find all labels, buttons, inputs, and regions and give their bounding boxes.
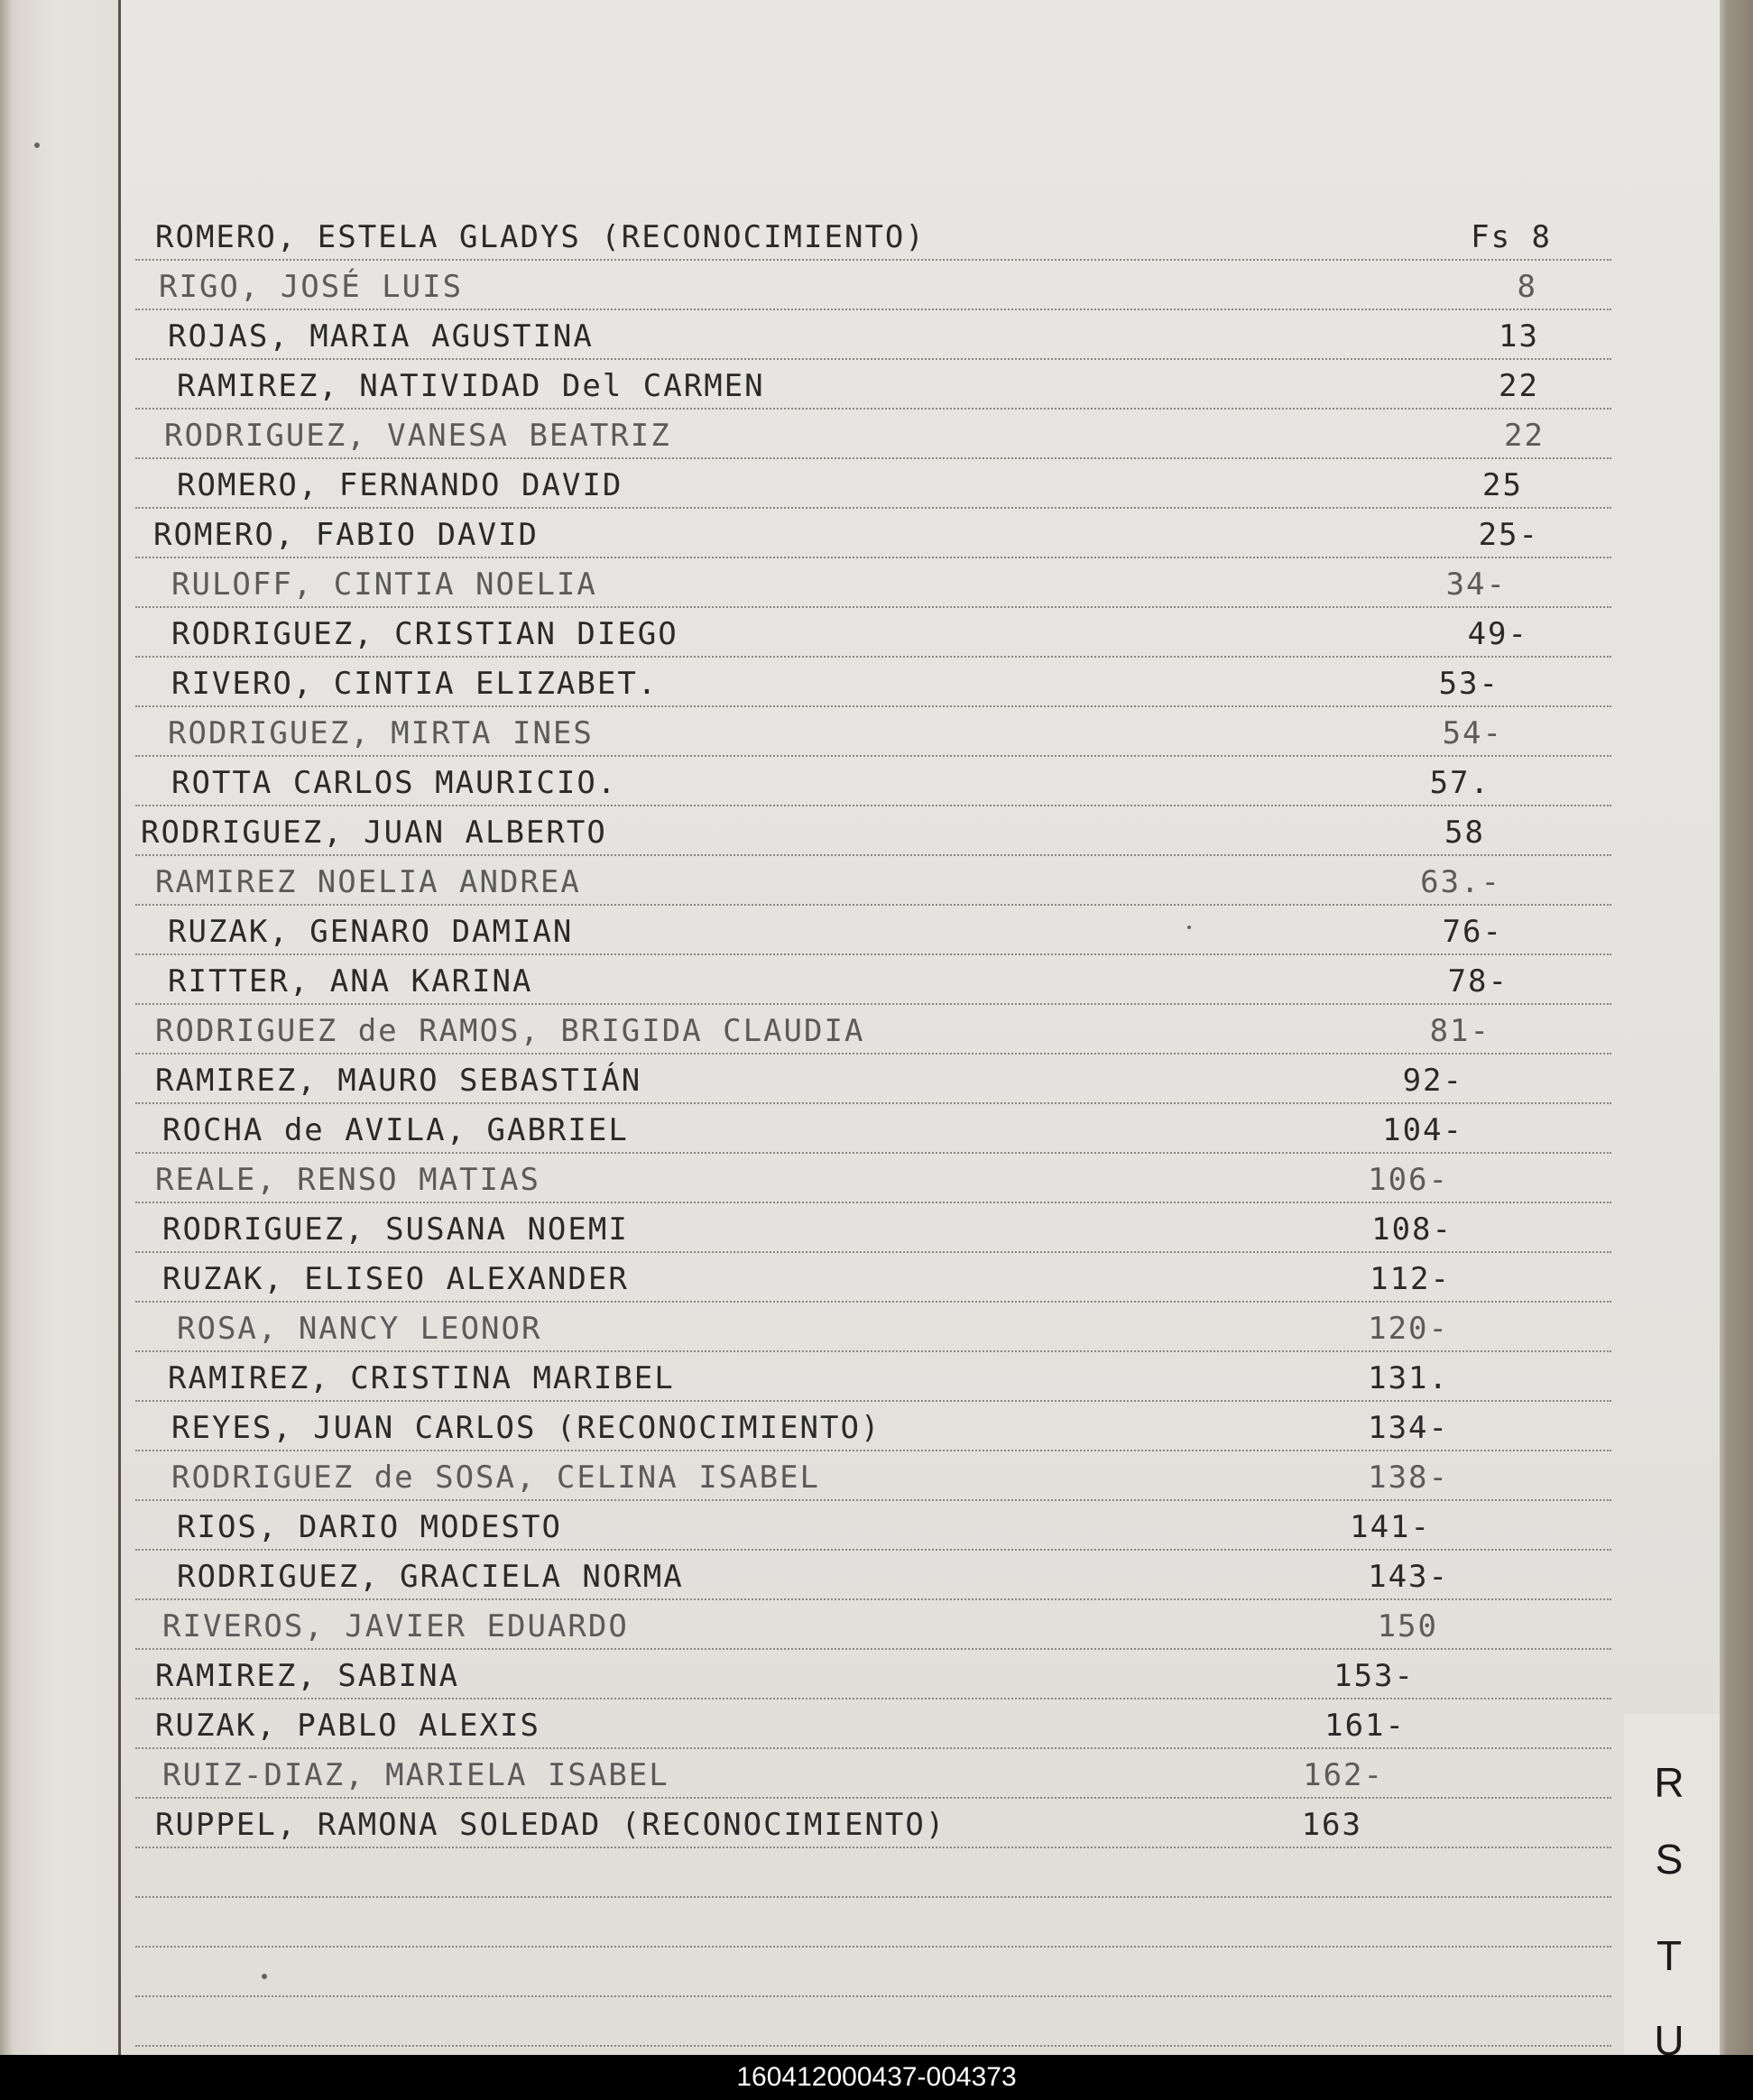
ruled-line xyxy=(135,1251,1611,1253)
ruled-line xyxy=(135,1102,1611,1104)
ruled-line xyxy=(135,904,1611,906)
entry-folio: 106- xyxy=(1368,1162,1449,1198)
entry-folio: 49- xyxy=(1467,616,1528,652)
ruled-line xyxy=(135,1946,1611,1948)
index-tab-u: U xyxy=(1654,2017,1684,2055)
ruled-line xyxy=(135,1152,1611,1154)
paper-speck xyxy=(262,1974,267,1979)
ledger-cover-edge xyxy=(1720,0,1753,2055)
entry-name: ROJAS, MARIA AGUSTINA xyxy=(168,318,594,355)
ruled-line xyxy=(135,755,1611,757)
ruled-line xyxy=(135,1400,1611,1402)
ruled-line xyxy=(135,705,1611,707)
entry-name: ROMERO, ESTELA GLADYS (RECONOCIMIENTO) xyxy=(155,219,926,255)
ruled-line xyxy=(135,1797,1611,1799)
entry-name: RAMIREZ, SABINA xyxy=(155,1658,460,1694)
entry-folio: 162- xyxy=(1303,1757,1384,1793)
paper-speck xyxy=(1187,926,1191,929)
entry-name: RITTER, ANA KARINA xyxy=(168,963,533,999)
entry-name: RUZAK, GENARO DAMIAN xyxy=(168,914,574,950)
entry-folio: 108- xyxy=(1371,1211,1453,1248)
entry-folio: 143- xyxy=(1368,1559,1449,1595)
entry-folio: 57. xyxy=(1429,765,1490,801)
entry-folio: 25- xyxy=(1478,517,1539,553)
ruled-line xyxy=(135,1648,1611,1650)
ruled-line xyxy=(135,606,1611,608)
entry-folio: 150 xyxy=(1377,1608,1438,1644)
entry-folio: 120- xyxy=(1368,1311,1449,1347)
ruled-line xyxy=(135,557,1611,558)
entry-folio: 22 xyxy=(1504,418,1545,454)
entry-name: ROMERO, FERNANDO DAVID xyxy=(177,467,623,503)
entry-name: REALE, RENSO MATIAS xyxy=(155,1162,540,1198)
entry-folio: 138- xyxy=(1368,1460,1449,1496)
ruled-line xyxy=(135,1301,1611,1303)
entry-folio: 8 xyxy=(1517,269,1537,305)
entry-name: RIVERO, CINTIA ELIZABET. xyxy=(171,666,659,702)
index-tab-s: S xyxy=(1655,1836,1684,1883)
entry-name: ROSA, NANCY LEONOR xyxy=(177,1311,542,1347)
entry-name: RAMIREZ, NATIVIDAD Del CARMEN xyxy=(177,368,765,404)
ruled-line xyxy=(135,259,1611,261)
ruled-line xyxy=(135,1698,1611,1699)
ruled-line xyxy=(135,1847,1611,1848)
ruled-line xyxy=(135,507,1611,509)
entry-folio: 54- xyxy=(1442,715,1503,751)
binding-gutter xyxy=(0,0,119,2055)
entry-name: RODRIGUEZ de SOSA, CELINA ISABEL xyxy=(171,1460,821,1496)
entry-name: REYES, JUAN CARLOS (RECONOCIMIENTO) xyxy=(171,1410,881,1446)
entry-name: RULOFF, CINTIA NOELIA xyxy=(171,566,597,603)
entry-folio: 34- xyxy=(1445,566,1507,603)
ruled-line xyxy=(135,656,1611,658)
entry-name: RUPPEL, RAMONA SOLEDAD (RECONOCIMIENTO) xyxy=(155,1807,946,1843)
ruled-line xyxy=(135,1450,1611,1451)
ruled-line xyxy=(135,457,1611,459)
ruled-line xyxy=(135,358,1611,360)
ruled-line xyxy=(135,805,1611,806)
ruled-line xyxy=(135,1003,1611,1005)
entry-name: RODRIGUEZ de RAMOS, BRIGIDA CLAUDIA xyxy=(155,1013,865,1049)
ruled-line xyxy=(135,1598,1611,1600)
entry-name: RODRIGUEZ, JUAN ALBERTO xyxy=(141,815,607,851)
entry-name: RAMIREZ NOELIA ANDREA xyxy=(155,864,581,900)
entry-folio: 141- xyxy=(1350,1509,1431,1545)
ruled-line xyxy=(135,1747,1611,1749)
entry-name: RODRIGUEZ, MIRTA INES xyxy=(168,715,594,751)
entry-folio: 153- xyxy=(1333,1658,1415,1694)
entry-name: RODRIGUEZ, CRISTIAN DIEGO xyxy=(171,616,678,652)
entry-folio: 76- xyxy=(1442,914,1503,950)
entry-name: RIOS, DARIO MODESTO xyxy=(177,1509,562,1545)
entry-folio: 63.- xyxy=(1420,864,1501,900)
entry-folio: 131. xyxy=(1368,1360,1449,1396)
entry-name: RIVEROS, JAVIER EDUARDO xyxy=(162,1608,629,1644)
entry-folio: 81- xyxy=(1429,1013,1490,1049)
ruled-line xyxy=(135,1499,1611,1501)
entry-folio: 22 xyxy=(1499,368,1539,404)
ruled-line xyxy=(135,1202,1611,1203)
entry-folio: 53- xyxy=(1438,666,1499,702)
entry-name: RODRIGUEZ, VANESA BEATRIZ xyxy=(164,418,671,454)
entry-name: ROCHA de AVILA, GABRIEL xyxy=(162,1112,629,1148)
ruled-line xyxy=(135,1896,1611,1898)
entry-folio: 78- xyxy=(1447,963,1509,999)
index-tab-r: R xyxy=(1654,1759,1684,1806)
paper-speck xyxy=(34,143,40,148)
entry-name: ROTTA CARLOS MAURICIO. xyxy=(171,765,618,801)
ruled-line xyxy=(135,953,1611,955)
entry-name: RAMIREZ, CRISTINA MARIBEL xyxy=(168,1360,675,1396)
entry-name: RAMIREZ, MAURO SEBASTIÁN xyxy=(155,1063,642,1099)
entry-folio: Fs 8 xyxy=(1471,219,1552,255)
ruled-line xyxy=(135,1995,1611,1997)
entry-folio: 58 xyxy=(1444,815,1485,851)
entry-folio: 161- xyxy=(1324,1708,1406,1744)
entry-name: RUZAK, ELISEO ALEXANDER xyxy=(162,1261,629,1297)
entry-name: RIGO, JOSÉ LUIS xyxy=(159,269,464,305)
entry-folio: 112- xyxy=(1370,1261,1451,1297)
ruled-line xyxy=(135,854,1611,856)
ruled-line xyxy=(135,1549,1611,1551)
entry-name: RUZAK, PABLO ALEXIS xyxy=(155,1708,540,1744)
entry-name: RODRIGUEZ, SUSANA NOEMI xyxy=(162,1211,629,1248)
entry-name: RODRIGUEZ, GRACIELA NORMA xyxy=(177,1559,684,1595)
ruled-line xyxy=(135,2045,1611,2047)
entry-folio: 104- xyxy=(1382,1112,1463,1148)
ruled-line xyxy=(135,1053,1611,1055)
entry-folio: 134- xyxy=(1368,1410,1449,1446)
entry-name: RUIZ-DIAZ, MARIELA ISABEL xyxy=(162,1757,669,1793)
index-tab-t: T xyxy=(1656,1932,1683,1979)
ruled-line xyxy=(135,309,1611,310)
entry-folio: 163 xyxy=(1301,1807,1362,1843)
ruled-line xyxy=(135,1350,1611,1352)
document-id: 160412000437-004373 xyxy=(736,2062,1017,2092)
entry-folio: 13 xyxy=(1499,318,1539,355)
entry-folio: 25 xyxy=(1482,467,1523,503)
entry-name: ROMERO, FABIO DAVID xyxy=(153,517,539,553)
ruled-line xyxy=(135,408,1611,410)
entry-folio: 92- xyxy=(1402,1063,1463,1099)
